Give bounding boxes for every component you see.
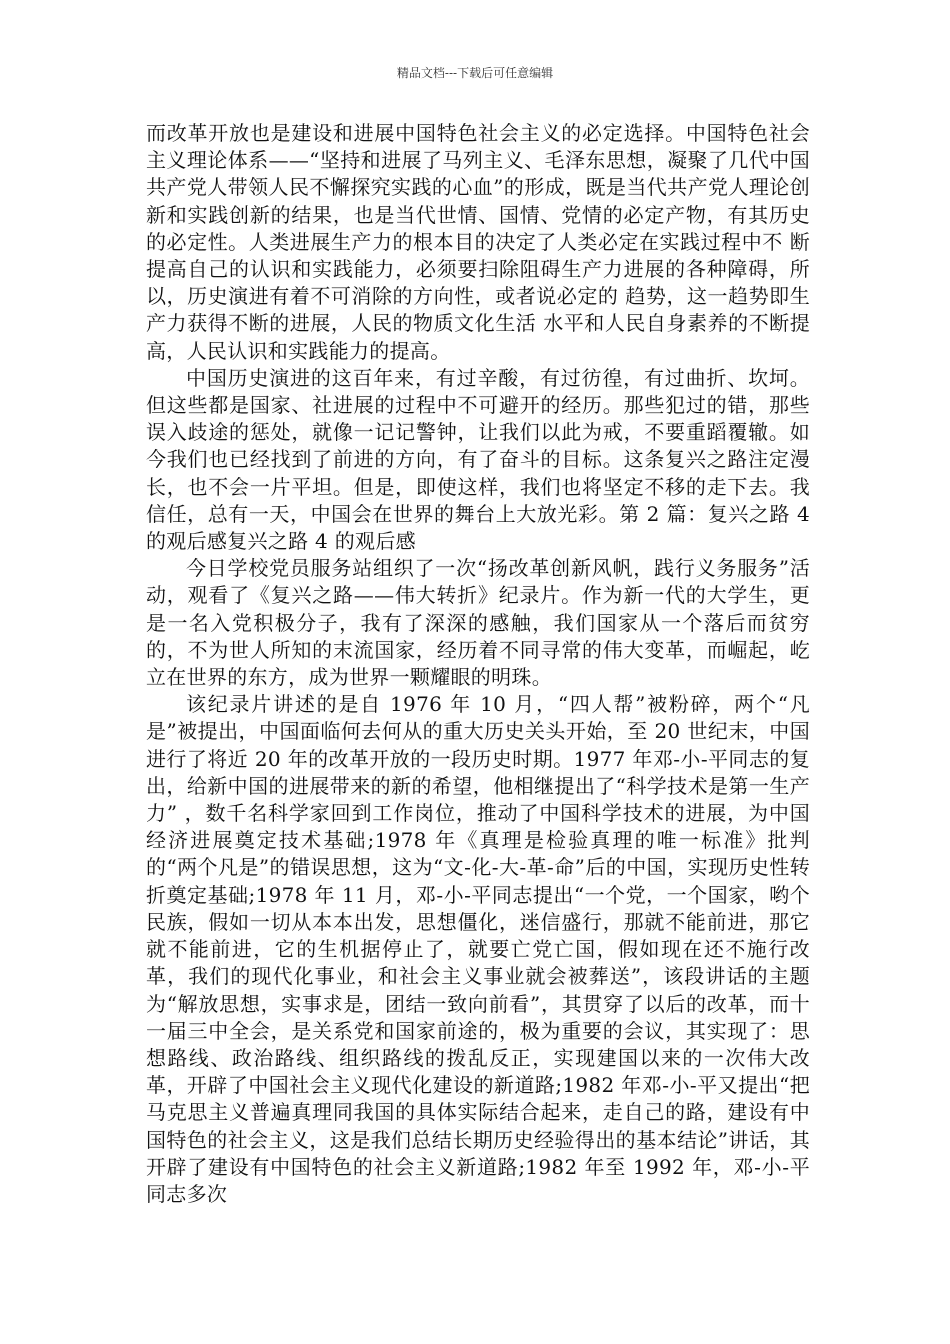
paragraph-2: 中国历史演进的这百年来，有过辛酸，有过彷徨，有过曲折、坎坷。但这些都是国家、社进展的过程中不可避开的经历。那些犯过的错，那些误入歧途的惩处，就像一记记警钟，让我们以此为戒，不要重蹈覆辙。如今我们也已经找到了前进的方向，有了奋斗的目标。这条复兴之路注定漫长，也不会一片平坦。但是，即使这样，我们也将坚定不移的走下去。我信任，总有一天，中国会在世界的舞台上大放光彩。第 2 篇：复兴之路 4 的观后感复兴之路 4 的观后感 (146, 365, 810, 554)
paragraph-4: 该纪录片讲述的是自 1976 年 10 月，“四人帮”被粉碎，两个“凡是”被提出，中国面临何去何从的重大历史关头开始，至 20 世纪末，中国进行了将近 20 年的改革开放的一段历史时期。1977 年邓-小-平同志的复出，给新中国的进展带来的新的希望，他相继提出了“科学技术是第一生产力” ，数千名科学家回到工作岗位，推动了中国科学技术的进展，为中国经济进展奠定技术基础;1978 年《真理是检验真理的唯一标准》批判的“两个凡是”的错误思想，这为“文-化-大-革-命”后的中国，实现历史性转折奠定基础;1978 年 11 月，邓-小-平同志提出“一个党，一个国家，哟个民族，假如一切从本本出发，思想僵化，迷信盛行，那就不能前进，那它就不能前进，它的生机据停止了，就要亡党亡国，假如现在还不施行改革，我们的现代化事业，和社会主义事业就会被葬送”，该段讲话的主题为“解放思想，实事求是，团结一致向前看”，其贯穿了以后的改革，而十一届三中全会，是关系党和国家前途的，极为重要的会议，其实现了：思想路线、政治路线、组织路线的拨乱反正，实现建国以来的一次伟大改革，开辟了中国社会主义现代化建设的新道路;1982 年邓-小-平又提出“把马克思主义普遍真理同我国的具体实际结合起来，走自己的路，建设有中国特色的社会主义，这是我们总结长期历史经验得出的基本结论”讲话，其开辟了建设有中国特色的社会主义新道路;1982 年至 1992 年，邓-小-平同志多次 (146, 692, 810, 1206)
paragraph-3: 今日学校党员服务站组织了一次“扬改革创新风帆，践行义务服务”活动，观看了《复兴之路——伟大转折》纪录片。作为新一代的大学生，更是一名入党积极分子，我有了深深的感触，我们国家从一个落后而贫穷的，不为世人所知的末流国家，经历着不同寻常的伟大变革，而崛起，屹立在世界的东方，成为世界一颗耀眼的明珠。 (146, 556, 810, 690)
paragraph-1: 而改革开放也是建设和进展中国特色社会主义的必定选择。中国特色社会主义理论体系——“坚持和进展了马列主义、毛泽东思想，凝聚了几代中国共产党人带领人民不懈探究实践的心血”的形成，既是当代共产党人理论创新和实践创新的结果，也是当代世情、国情、党情的必定产物，有其历史的必定性。人类进展生产力的根本目的决定了人类必定在实践过程中不 断提高自己的认识和实践能力，必须要扫除阻碍生产力进展的各种障碍，所以，历史演进有着不可消除的方向性，或者说必定的 趋势，这一趋势即生产力获得不断的进展，人民的物质文化生活 水平和人民自身素养的不断提高，人民认识和实践能力的提高。 (146, 121, 810, 363)
page-header: 精品文档---下载后可任意编辑 (396, 66, 554, 80)
document-body (146, 120, 810, 1208)
